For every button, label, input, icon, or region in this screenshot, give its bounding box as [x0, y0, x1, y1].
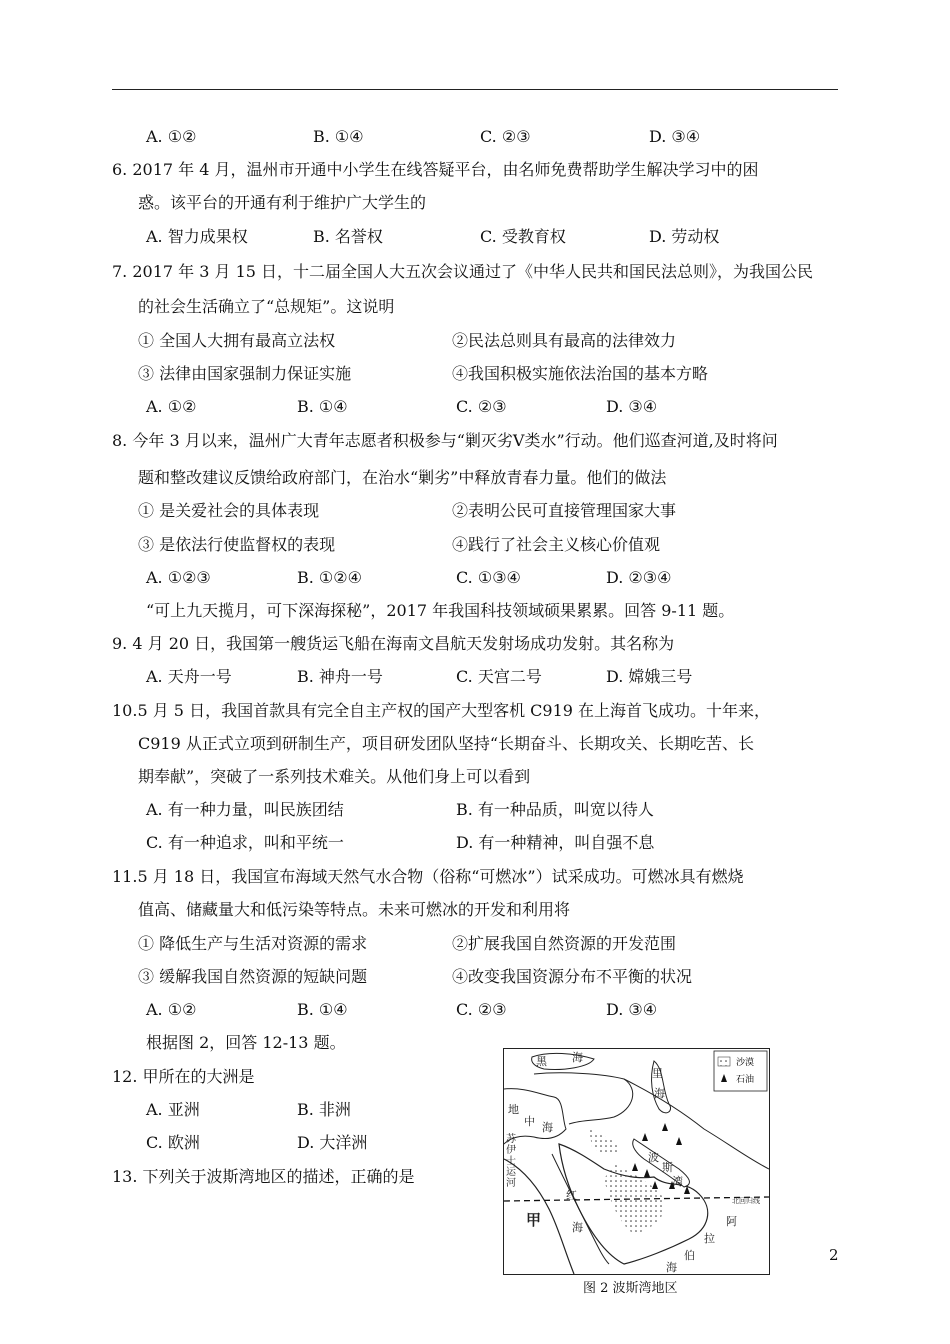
- label-med-3: 海: [542, 1121, 553, 1134]
- label-arabian-4: 海: [666, 1261, 677, 1274]
- q6-option-c: C. 受教育权: [480, 227, 566, 246]
- q7-stem-line-2: 的社会生活确立了“总规矩”。这说明: [138, 297, 395, 316]
- legend-desert-label: 沙漠: [736, 1058, 755, 1068]
- q5-option-b: B. ①④: [313, 127, 364, 146]
- q10-stem-line-2: C919 从正式立项到研制生产，项目研发团队坚持“长期奋斗、长期攻关、长期吃苦、长: [138, 734, 755, 753]
- q6-stem-line-2: 惑。该平台的开通有利于维护广大学生的: [138, 193, 427, 212]
- q7-option-d: D. ③④: [606, 397, 658, 416]
- label-arabian-1: 阿: [726, 1215, 737, 1228]
- q12-stem: 12. 甲所在的大洲是: [112, 1067, 255, 1086]
- label-gulf-1: 波: [648, 1151, 659, 1164]
- label-arabian-3: 伯: [684, 1249, 695, 1262]
- q8-statement-4: ④践行了社会主义核心价值观: [452, 535, 661, 554]
- label-arabian-2: 拉: [704, 1232, 715, 1245]
- label-suez-2: 伊: [506, 1145, 516, 1156]
- q9-option-b: B. 神舟一号: [297, 667, 383, 686]
- label-black-1: 黑: [536, 1055, 547, 1068]
- figure-caption: 图 2 波斯湾地区: [583, 1281, 678, 1296]
- persian-gulf-map: [503, 1048, 770, 1275]
- q10-stem-line-1: 10.5 月 5 日，我国首款具有完全自主产权的国产大型客机 C919 在上海首飞成功。十年来，: [112, 701, 771, 720]
- q8-option-c: C. ①③④: [456, 568, 521, 587]
- label-med-1: 地: [508, 1103, 519, 1116]
- oil-icon: [642, 1133, 648, 1141]
- q13-stem: 13. 下列关于波斯湾地区的描述，正确的是: [112, 1167, 415, 1186]
- oil-icon: [652, 1181, 658, 1189]
- q7-statement-3: ③ 法律由国家强制力保证实施: [138, 364, 352, 383]
- page-number: 2: [829, 1246, 839, 1264]
- label-caspian-1: 里: [652, 1067, 663, 1080]
- label-black-2: 海: [572, 1051, 583, 1064]
- q12-option-a: A. 亚洲: [146, 1100, 200, 1119]
- label-suez-1: 苏: [506, 1134, 516, 1145]
- label-caspian-2: 海: [654, 1087, 665, 1100]
- q8-statement-3: ③ 是依法行使监督权的表现: [138, 535, 336, 554]
- oil-icon: [632, 1163, 638, 1171]
- label-jia: 甲: [526, 1211, 542, 1229]
- q9-option-a: A. 天舟一号: [146, 667, 232, 686]
- q11-option-c: C. ②③: [456, 1000, 507, 1019]
- label-gulf-2: 斯: [662, 1161, 673, 1174]
- q9-option-c: C. 天宫二号: [456, 667, 542, 686]
- q11-statement-3: ③ 缓解我国自然资源的短缺问题: [138, 967, 368, 986]
- oil-icon: [662, 1123, 668, 1131]
- q8-stem-line-2: 题和整改建议反馈给政府部门，在治水“剿劣”中释放青春力量。他们的做法: [138, 468, 667, 487]
- q6-option-a: A. 智力成果权: [146, 227, 248, 246]
- q12-option-d: D. 大洋洲: [297, 1133, 368, 1152]
- q11-option-a: A. ①②: [146, 1000, 197, 1019]
- q11-statement-4: ④改变我国资源分布不平衡的状况: [452, 967, 693, 986]
- label-suez-3: 士: [506, 1156, 516, 1167]
- q10-option-c: C. 有一种追求，叫和平统一: [146, 833, 344, 852]
- q8-stem-line-1: 8. 今年 3 月以来，温州广大青年志愿者积极参与“剿灭劣Ⅴ类水”行动。他们巡查河道,及时将问: [112, 431, 778, 450]
- label-med-2: 中: [524, 1115, 535, 1128]
- q10-option-b: B. 有一种品质，叫宽以待人: [456, 800, 654, 819]
- q8-option-a: A. ①②③: [146, 568, 211, 587]
- q11-option-b: B. ①④: [297, 1000, 348, 1019]
- oil-icon: [676, 1137, 682, 1145]
- q8-option-d: D. ②③④: [606, 568, 672, 587]
- header-rule: [112, 89, 838, 90]
- q11-stem-line-2: 值高、储藏量大和低污染等特点。未来可燃冰的开发和利用将: [138, 900, 571, 919]
- q6-option-d: D. 劳动权: [649, 227, 720, 246]
- q8-statement-2: ②表明公民可直接管理国家大事: [452, 501, 677, 520]
- q12-option-c: C. 欧洲: [146, 1133, 200, 1152]
- intro-9-11: “可上九天揽月，可下深海探秘”，2017 年我国科技领域硕果累累。回答 9-11 题。: [146, 601, 735, 620]
- q6-stem-line-1: 6. 2017 年 4 月，温州市开通中小学生在线答疑平台，由名师免费帮助学生解决学习中的困: [112, 160, 759, 179]
- oil-icon: [644, 1169, 650, 1177]
- map-svg: [504, 1049, 769, 1274]
- q11-stem-line-1: 11.5 月 18 日，我国宣布海域天然气水合物（俗称“可燃冰”）试采成功。可燃冰具有燃烧: [112, 867, 744, 886]
- q8-option-b: B. ①②④: [297, 568, 362, 587]
- label-tropic: 北回归线: [732, 1197, 760, 1205]
- intro-12-13: 根据图 2，回答 12-13 题。: [146, 1033, 346, 1052]
- q7-option-a: A. ①②: [146, 397, 197, 416]
- q6-option-b: B. 名誉权: [313, 227, 383, 246]
- q7-statement-1: ① 全国人大拥有最高立法权: [138, 331, 336, 350]
- q11-statement-1: ① 降低生产与生活对资源的需求: [138, 934, 368, 953]
- q8-statement-1: ① 是关爱社会的具体表现: [138, 501, 320, 520]
- q5-option-d: D. ③④: [649, 127, 701, 146]
- desert-area-north: [589, 1129, 622, 1154]
- q7-statement-2: ②民法总则具有最高的法律效力: [452, 331, 677, 350]
- q7-option-c: C. ②③: [456, 397, 507, 416]
- q5-option-c: C. ②③: [480, 127, 531, 146]
- label-red-2: 海: [572, 1221, 583, 1234]
- label-gulf-3: 湾: [672, 1175, 683, 1188]
- q10-option-d: D. 有一种精神，叫自强不息: [456, 833, 655, 852]
- q9-option-d: D. 嫦娥三号: [606, 667, 693, 686]
- q7-stem-line-1: 7. 2017 年 3 月 15 日，十二届全国人大五次会议通过了《中华人民共和国民法总则》，为我国公民: [112, 262, 814, 281]
- q10-option-a: A. 有一种力量，叫民族团结: [146, 800, 344, 819]
- q11-statement-2: ②扩展我国自然资源的开发范围: [452, 934, 677, 953]
- label-suez-4: 运: [506, 1167, 516, 1178]
- red-sea-coast: [552, 1154, 609, 1264]
- label-suez-5: 河: [506, 1178, 516, 1189]
- q11-option-d: D. ③④: [606, 1000, 658, 1019]
- q7-option-b: B. ①④: [297, 397, 348, 416]
- legend-oil-label: 石油: [736, 1075, 755, 1085]
- q5-option-a: A. ①②: [146, 127, 197, 146]
- q7-statement-4: ④我国积极实施依法治国的基本方略: [452, 364, 709, 383]
- label-red-1: 红: [566, 1189, 577, 1202]
- q9-stem: 9. 4 月 20 日，我国第一艘货运飞船在海南文昌航天发射场成功发射。其名称为: [112, 634, 675, 653]
- legend-desert-swatch: [718, 1057, 730, 1066]
- q10-stem-line-3: 期奉献”，突破了一系列技术难关。从他们身上可以看到: [138, 767, 531, 786]
- q12-option-b: B. 非洲: [297, 1100, 351, 1119]
- anatolia-outline: [534, 1073, 633, 1124]
